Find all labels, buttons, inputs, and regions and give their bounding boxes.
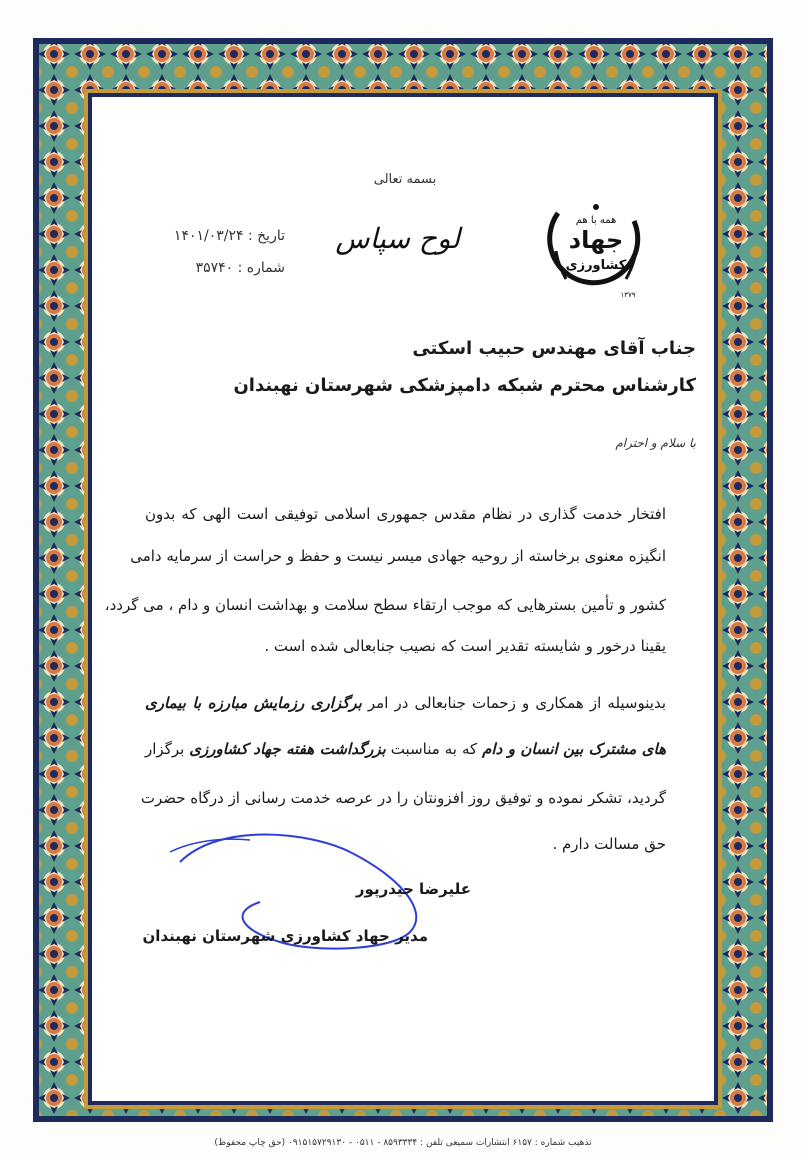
certificate-title: لوح سپاس: [335, 222, 460, 255]
recipient-position: کارشناس محترم شبکه دامپزشکی شهرستان نهبندان: [233, 375, 696, 396]
body-emphasis: های مشترک بین انسان و دام: [482, 740, 666, 758]
body-line: [145, 740, 666, 758]
body-line: یقینا درخور و شایسته تقدیر است که نصیب جنابعالی شده است .: [264, 637, 666, 655]
body-line: انگیزه معنوی برخاسته از روحیه جهادی میسر نیست و حفظ و حراست از سرمایه دامی: [130, 547, 666, 565]
body-text: برگزار: [145, 740, 190, 758]
letter-number: شماره : ۳۵۷۴۰: [195, 260, 285, 276]
body-emphasis: برگزاری رزمایش مبارزه با بیماری: [145, 694, 362, 712]
letter-date: تاریخ : ۱۴۰۱/۰۳/۲۴: [173, 228, 285, 244]
body-line: حق مسالت دارم .: [552, 835, 666, 853]
body-text: که به مناسبت: [385, 740, 483, 758]
signer-name: علیرضا حیدرپور: [355, 880, 471, 898]
body-text: بدینوسیله از همکاری و زحمات جنابعالی در امر: [361, 694, 666, 712]
recipient-name: جناب آقای مهندس حبیب اسکتی: [412, 338, 696, 359]
basmala: بسمه تعالی: [373, 172, 437, 187]
logo-main-text: جهاد: [568, 226, 624, 254]
logo-year: ۱۳۷۹: [620, 291, 636, 299]
body-line: افتخار خدمت گذاری در نظام مقدس جمهوری اسلامی توفیقی است الهی که بدون: [145, 505, 666, 523]
body-emphasis: بزرگداشت هفته جهاد کشاورزی: [189, 740, 386, 758]
logo-sub-text: کشاورزی: [565, 258, 627, 273]
signer-title: مدیر جهاد کشاورزی شهرستان نهبندان: [142, 927, 428, 945]
body-line: کشور و تأمین بسترهایی که موجب ارتقاء سطح سلامت و بهداشت انسان و دام ، می گردد،: [104, 596, 666, 614]
body-line: گردید، تشکر نموده و توفیق روز افزونتان را در عرصه خدمت رسانی از درگاه حضرت: [140, 789, 666, 807]
print-footer: تذهیب شماره : ۶۱۵۷ انتشارات سمیعی تلفن : ۸۵۹۳۳۳۴ - ۰۵۱۱ - ۰۹۱۵۱۵۷۲۹۱۳۰ (حق چاپ محفوظ): [214, 1138, 592, 1148]
logo-top-text: همه با هم: [575, 215, 617, 226]
salutation: با سلام و احترام: [615, 436, 696, 450]
body-line: [145, 694, 666, 712]
jahad-keshavarzi-emblem-icon: [536, 193, 656, 301]
